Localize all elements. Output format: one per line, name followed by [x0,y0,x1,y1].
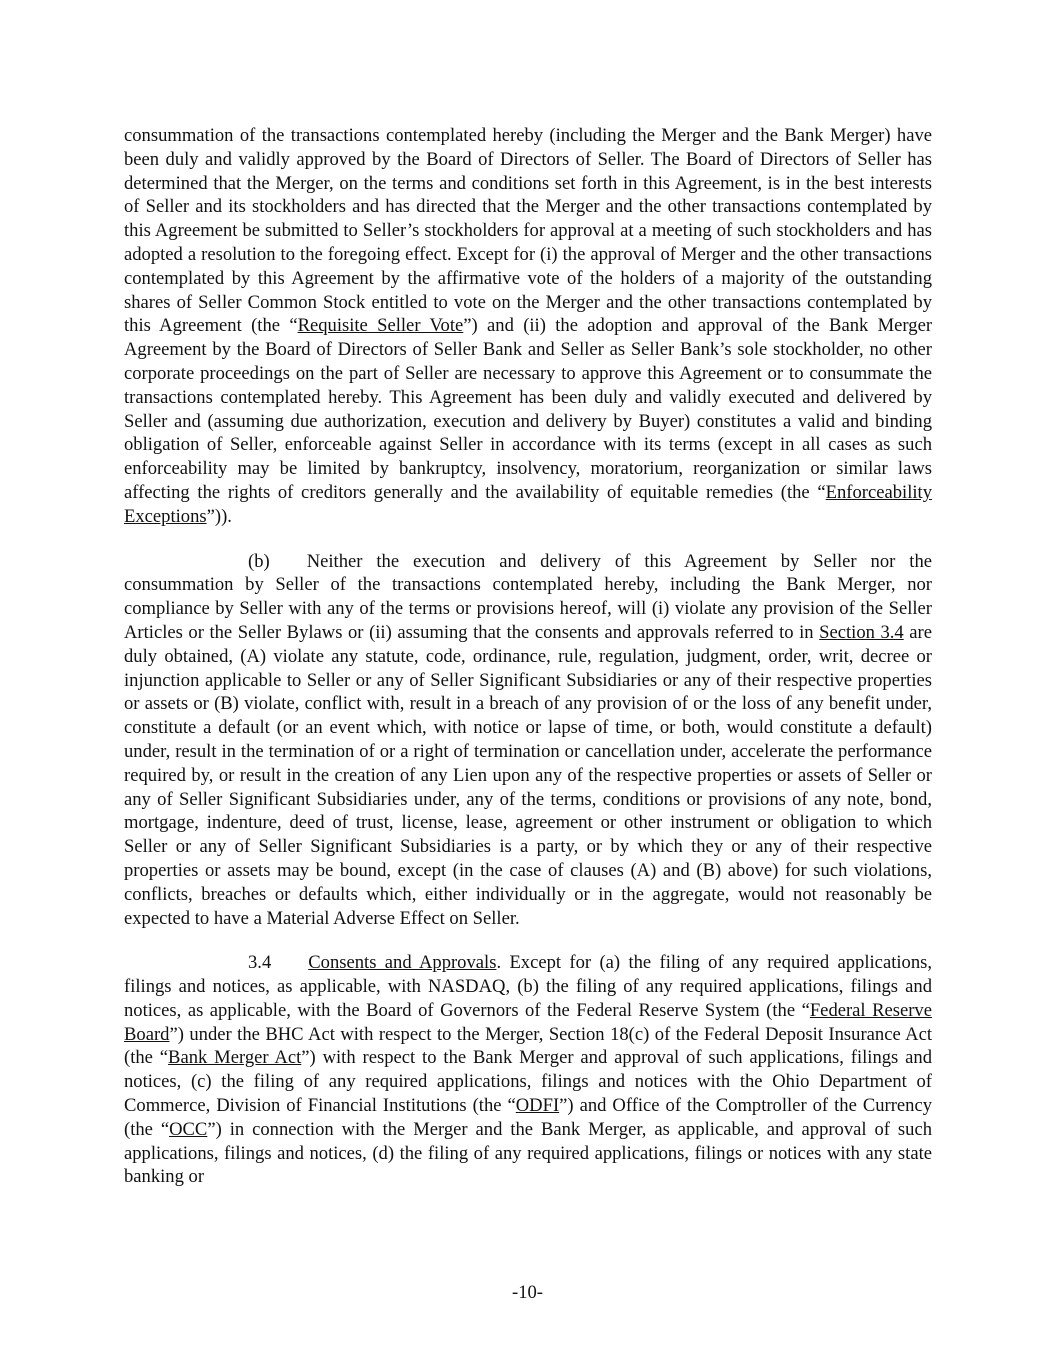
defined-term-odfi: ODFI [515,1095,560,1117]
page-number: -10- [512,1282,543,1303]
cross-reference-section-3-4: Section 3.4 [819,621,904,643]
paragraph-3-4-consents [124,951,932,1189]
text-run: ”) and Office of the Comptroller of the Currency (the “ [124,1095,932,1140]
paragraph-b-no-violation [124,550,932,931]
document-page [124,124,932,1189]
text-run: ”) under the BHC Act with respect to the Merger, Section 18(c) of the Federal Deposit Insurance Act (the “ [124,1023,932,1069]
text-run: ”) in connection with the Merger and the Bank Merger, as applicable, and approval of such applications, filings and notices, (d) the filing of any required applications, filings or notices with any state banking or [124,1118,932,1188]
defined-term-occ: OCC [169,1118,208,1140]
defined-term-requisite-seller-vote: Requisite Seller Vote [297,315,464,337]
clause-label: (b) [248,550,270,572]
text-run: consummation of the transactions contemplated hereby (including the Merger and the Bank Merger) have been duly and validly approved by the Board of Directors of Seller. The Board of Directors of Seller has determined that the Merger, on the terms and conditions set forth in this Agreement, is in the best interests of Seller and its stockholders and has directed that the Merger and the other transactions contemplated by this Agreement be submitted to Seller’s stockholders for approval at a meeting of such stockholders and has adopted a resolution to the foregoing effect. Except for (i) the approval of Merger and the other transactions contemplated by this Agreement by the affirmative vote of the holders of a majority of the outstanding shares of Seller Common Stock entitled to vote on the Merger and the other transactions contemplated by this Agreement (the “ [124,125,932,337]
section-number: 3.4 [248,952,272,974]
text-run: ”)). [206,505,232,527]
text-run: . Except for (a) the filing of any required applications, filings and notices, as applicable, with NASDAQ, (b) the filing of any required applications, filings and notices, as applicable, with the Board of Governors of the Federal Reserve System (the “ [124,952,933,1021]
text-run: ”) and (ii) the adoption and approval of the Bank Merger Agreement by the Board of Directors of Seller Bank and Seller as Seller Bank’s sole stockholder, no other corporate proceedings on the part of Seller are necessary to approve this Agreement or to consummate the transactions contemplated hereby. This Agreement has been duly and validly executed and delivered by Seller and (assuming due authorization, execution and delivery by Buyer) constitutes a valid and binding obligation of Seller, enforceable against Seller in accordance with its terms (except in all cases as such enforceability may be limited by bankruptcy, insolvency, moratorium, reorganization or similar laws affecting the rights of creditors generally and the availability of equitable remedies (the “ [124,315,933,503]
defined-term-federal-reserve-board: Federal Reserve Board [124,999,932,1045]
text-run: ”) with respect to the Bank Merger and approval of such applications, filings and notices, (c) the filing of any required applications, filings and notices with the Ohio Department of Commerce, Division of Financial Institutions (the “ [124,1047,933,1117]
section-heading: Consents and Approvals [308,952,497,974]
defined-term-bank-merger-act: Bank Merger Act [168,1047,302,1069]
paragraph-approval [124,124,932,529]
text-run: Neither the execution and delivery of this Agreement by Seller nor the consummation by Seller of the transactions contemplated hereby, including the Bank Merger, nor compliance by Seller with any of the terms or provisions hereof, will (i) violate any provision of the Seller Articles or the Seller Bylaws or (ii) assuming that the consents and approvals referred to in [124,550,932,643]
defined-term-enforceability-exceptions: Enforceability Exceptions [124,481,932,527]
text-run: are duly obtained, (A) violate any statute, code, ordinance, rule, regulation, judgment, order, writ, decree or injunction applicable to Seller or any of Seller Significant Subsidiaries or any of their respective properties or assets or (B) violate, conflict with, result in a breach of any provision of or the loss of any benefit under, constitute a default (or an event which, with notice or lapse of time, or both, would constitute a default) under, result in the termination of or a right of termination or cancellation under, accelerate the performance required by, or result in the creation of any Lien upon any of the respective properties or assets of Seller or any of Seller Significant Subsidiaries under, any of the terms, conditions or provisions of any note, bond, mortgage, indenture, deed of trust, license, lease, agreement or other instrument or obligation to which Seller or any of Seller Significant Subsidiaries is a party, or by which they or any of their respective properties or assets may be bound, except (in the case of clauses (A) and (B) above) for such violations, conflicts, breaches or defaults which, either individually or in the aggregate, would not reasonably be expected to have a Material Adverse Effect on Seller. [124,621,932,929]
